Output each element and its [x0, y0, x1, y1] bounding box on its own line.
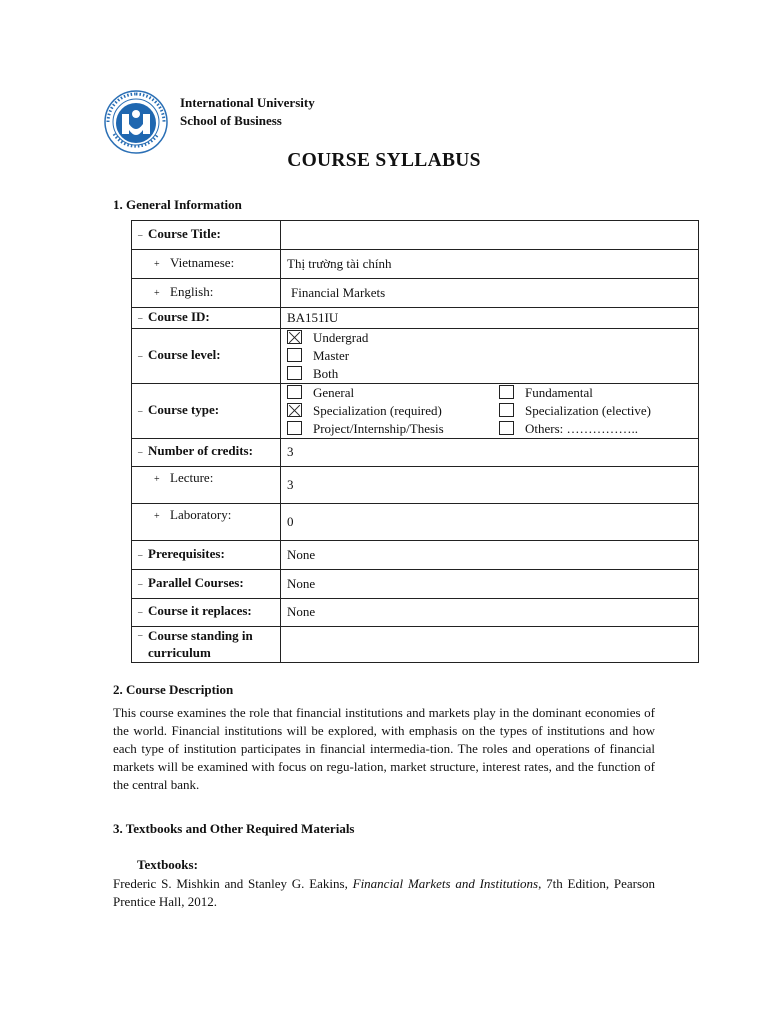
course-type-option [499, 420, 651, 438]
vietnamese-label: + Vietnamese: [132, 250, 281, 279]
laboratory-value: 0 [281, 503, 699, 540]
course-replaces-value: None [281, 598, 699, 626]
course-description-text: This course examines the role that financial institutions and markets play in the dominant economies of the world. Financial institutions will be explored, with emphasis on the types of institutions and how each type of institution participates in financial intermedia-tion. The roles and operations of financial markets will be examined with focus on regu-lation, market structure, interest rates, and the function of the central bank. [113, 705, 655, 792]
unchecked-box-icon[interactable] [499, 403, 514, 417]
course-type-option-label: Specialization (required) [313, 402, 442, 418]
course-level-option [287, 347, 692, 365]
parallel-courses-label: – Parallel Courses: [132, 569, 281, 598]
section-description-heading: 2. Course Description [113, 682, 234, 697]
textbook-citation: Frederic S. Mishkin and Stanley G. Eakins, Financial Markets and Institutions, 7th Edition, Pearson Prentice Hall, 2012. [113, 876, 656, 909]
english-value: Financial Markets [281, 279, 699, 308]
course-type-option-label: Others: …………….. [525, 420, 639, 436]
course-level-option-label: Both [313, 365, 339, 381]
course-type-option-label: General [313, 384, 355, 400]
course-type-option-label: Project/Internship/Thesis [313, 420, 444, 436]
course-level-option [287, 365, 692, 383]
checked-box-icon[interactable] [287, 330, 302, 344]
course-type-option-label: Fundamental [525, 384, 593, 400]
course-type-option [499, 384, 651, 402]
course-standing-value [281, 626, 699, 662]
course-type-option [499, 402, 651, 420]
course-id-value: BA151IU [281, 308, 699, 329]
course-type-options [281, 383, 699, 438]
page-title: COURSE SYLLABUS [287, 150, 481, 171]
checked-box-icon[interactable] [287, 403, 302, 417]
course-title-label: – Course Title: [132, 221, 281, 250]
unchecked-box-icon[interactable] [499, 385, 514, 399]
unchecked-box-icon[interactable] [287, 385, 302, 399]
textbooks-heading: Textbooks: [137, 857, 198, 872]
course-id-label: – Course ID: [132, 308, 281, 329]
course-level-label: – Course level: [132, 328, 281, 383]
course-type-option-label: Specialization (elective) [525, 402, 651, 418]
prerequisites-label: – Prerequisites: [132, 540, 281, 569]
course-standing-label: – Course standing in curriculum [132, 626, 281, 662]
vietnamese-value: Thị trường tài chính [281, 250, 699, 279]
course-level-option-label: Master [313, 347, 350, 363]
lecture-label: + Lecture: [132, 466, 281, 503]
parallel-courses-value: None [281, 569, 699, 598]
unchecked-box-icon[interactable] [287, 348, 302, 362]
unchecked-box-icon[interactable] [287, 366, 302, 380]
english-label: + English: [132, 279, 281, 308]
credits-value: 3 [281, 438, 699, 466]
university-logo [104, 90, 168, 154]
unchecked-box-icon[interactable] [287, 421, 302, 435]
lecture-value: 3 [281, 466, 699, 503]
school-name: School of Business [180, 113, 282, 128]
course-level-option-label: Undergrad [313, 329, 369, 345]
textbook-title: Financial Markets and Institutions [352, 876, 539, 891]
credits-label: – Number of credits: [132, 438, 281, 466]
university-name: International University [180, 95, 315, 110]
course-type-label: – Course type: [132, 383, 281, 438]
course-title-value [281, 221, 699, 250]
course-level-options [281, 328, 699, 383]
section-general-heading: 1. General Information [113, 197, 242, 212]
laboratory-label: + Laboratory: [132, 503, 281, 540]
general-info-table [131, 220, 699, 663]
prerequisites-value: None [281, 540, 699, 569]
course-replaces-label: – Course it replaces: [132, 598, 281, 626]
course-level-option [287, 329, 692, 347]
section-textbooks-heading: 3. Textbooks and Other Required Materials [113, 821, 355, 836]
unchecked-box-icon[interactable] [499, 421, 514, 435]
